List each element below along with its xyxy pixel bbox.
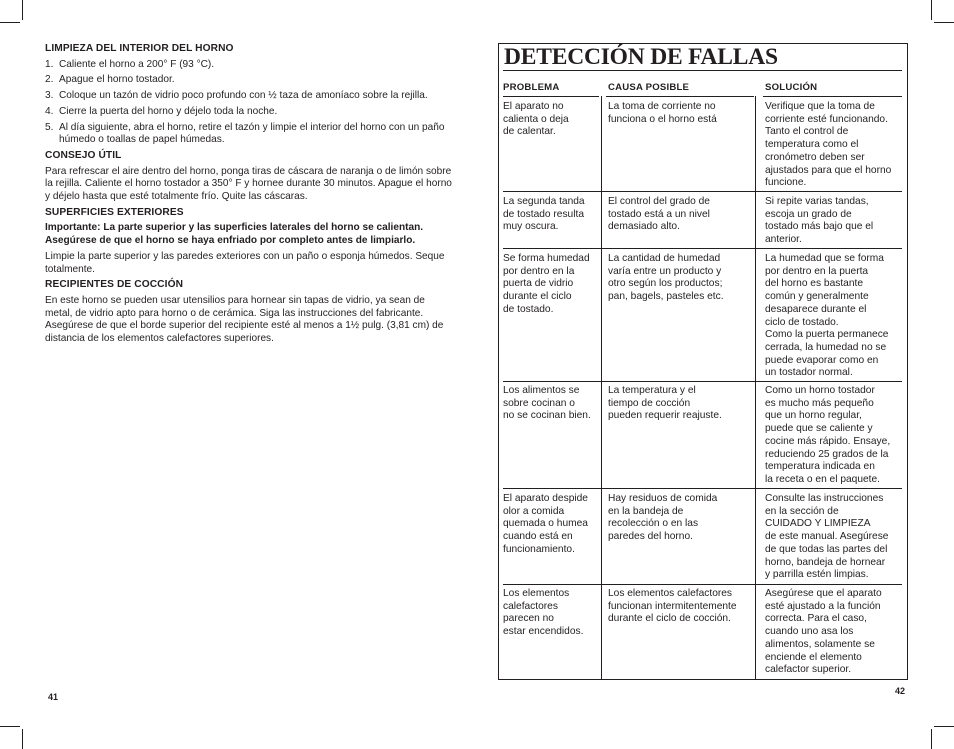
crop-mark-top-right-v bbox=[931, 0, 932, 20]
title-divider bbox=[503, 70, 902, 71]
header-rule-3 bbox=[763, 96, 902, 97]
section-title-exterior: SUPERFICIES EXTERIORES bbox=[45, 206, 184, 218]
crop-mark-top-left-h bbox=[0, 22, 20, 23]
table-cell-problem: Se forma humedad por dentro en la puerta de vidrio durante el ciclo de tostado. bbox=[503, 253, 590, 315]
crop-mark-bottom-right-v bbox=[931, 729, 932, 749]
header-rule-2 bbox=[606, 96, 754, 97]
left-page-content bbox=[45, 43, 453, 346]
table-cell-solution: Consulte las instrucciones en la sección de CUIDADO Y LIMPIEZA de este manual. Asegúrese de que todas las partes del horno, bandeja de hornear y parrilla estén limpias. bbox=[765, 493, 889, 581]
header-problem: PROBLEMA bbox=[503, 82, 560, 93]
row-divider bbox=[503, 488, 902, 489]
table-cell-cause: El control del grado de tostado está a un nivel demasiado alto. bbox=[608, 196, 710, 233]
exterior-text: Limpie la parte superior y las paredes exteriores con un paño o esponja húmedos. Seque totalmente. bbox=[45, 250, 445, 275]
column-divider bbox=[755, 96, 756, 680]
table-cell-cause: Los elementos calefactores funcionan intermitentemente durante el ciclo de cocción. bbox=[608, 588, 737, 625]
header-solution: SOLUCIÓN bbox=[765, 82, 818, 93]
row-divider bbox=[503, 584, 902, 585]
table-cell-problem: El aparato despide olor a comida quemada o humea cuando está en funcionamiento. bbox=[503, 493, 588, 555]
table-cell-cause: La cantidad de humedad varía entre un producto y otro según los productos; pan, bagels, pasteles etc. bbox=[608, 253, 724, 303]
table-cell-solution: Asegúrese que el aparato esté ajustado a la función correcta. Para el caso, cuando uno asa los alimentos, solamente se enciende el elemento calefactor superior. bbox=[765, 588, 882, 676]
crop-mark-bottom-left-h bbox=[0, 726, 20, 727]
header-rule-1 bbox=[503, 96, 599, 97]
list-item: 3. Coloque un tazón de vidrio poco profundo con ½ taza de amoníaco sobre la rejilla. bbox=[45, 90, 428, 102]
tip-text: Para refrescar el aire dentro del horno, ponga tiras de cáscara de naranja o de limón sobre la rejilla. Caliente el horno tostador a 350° F y hornee durante 30 minutos. Apague el horno y déjelo hasta que esté totalmente frío. Quite las cáscaras. bbox=[45, 165, 452, 203]
containers-text: En este horno se pueden usar utensilios para hornear sin tapas de vidrio, ya sean de metal, de vidrio apto para horno o de cerámica. Siga las instrucciones del fabricante. Asegúrese de que el borde superior del recipiente esté al menos a 1½ pulg. (3,81 cm) de distancia de los elementos calefactores superiores. bbox=[45, 294, 444, 345]
row-divider bbox=[503, 381, 902, 382]
page-number-left: 41 bbox=[48, 692, 59, 702]
table-cell-solution: Como un horno tostador es mucho más pequeño que un horno regular, puede que se caliente y cocine más rápido. Ensaye, reduciendo 25 grados de la temperatura indicada en la receta o en el paquete. bbox=[765, 385, 891, 485]
exterior-warning: Importante: La parte superior y las superficies laterales del horno se calientan. Asegúrese de que el horno se haya enfriado por completo antes de limpiarlo. bbox=[45, 222, 424, 247]
crop-mark-bottom-right-h bbox=[934, 726, 954, 727]
table-cell-solution: Si repite varias tandas, escoja un grado de tostado más bajo que el anterior. bbox=[765, 196, 874, 246]
row-divider bbox=[503, 248, 902, 249]
page-number-right: 42 bbox=[895, 686, 906, 696]
table-cell-problem: Los alimentos se sobre cocinan o no se cocinan bien. bbox=[503, 385, 591, 422]
table-cell-solution: La humedad que se forma por dentro en la puerta del horno es bastante común y generalmente desaparece durante el ciclo de tostado. Como la puerta permanece cerrada, la humedad no se puede evaporar como en un tostador normal. bbox=[765, 253, 889, 379]
table-cell-problem: El aparato no calienta o deja de calentar. bbox=[503, 101, 569, 138]
list-item: 1. Caliente el horno a 200° F (93 °C). bbox=[45, 58, 215, 70]
section-title-interior-cleaning: LIMPIEZA DEL INTERIOR DEL HORNO bbox=[45, 43, 234, 54]
crop-mark-top-right-h bbox=[934, 22, 954, 23]
header-cause: CAUSA POSIBLE bbox=[608, 82, 690, 93]
row-divider bbox=[503, 191, 902, 192]
list-item: 4. Cierre la puerta del horno y déjelo toda la noche. bbox=[45, 105, 278, 117]
column-divider bbox=[601, 96, 602, 680]
crop-mark-bottom-left-v bbox=[22, 729, 23, 749]
table-cell-cause: La toma de corriente no funciona o el horno está bbox=[608, 101, 717, 125]
list-item: 5. Al día siguiente, abra el horno, retire el tazón y limpie el interior del horno con un paño húmedo o toallas de papel húmedas. bbox=[45, 121, 445, 146]
crop-mark-top-left-v bbox=[22, 0, 23, 20]
section-title-tip: CONSEJO ÚTIL bbox=[45, 149, 122, 161]
page-title: DETECCIÓN DE FALLAS bbox=[504, 44, 778, 70]
section-title-containers: RECIPIENTES DE COCCIÓN bbox=[45, 279, 184, 291]
cleaning-steps-list bbox=[45, 59, 453, 147]
table-cell-problem: Los elementos calefactores parecen no estar encendidos. bbox=[503, 588, 584, 638]
table-cell-problem: La segunda tanda de tostado resulta muy oscura. bbox=[503, 196, 585, 233]
table-cell-cause: La temperatura y el tiempo de cocción pueden requerir reajuste. bbox=[608, 385, 722, 422]
list-item: 2. Apague el horno tostador. bbox=[45, 74, 175, 86]
table-cell-cause: Hay residuos de comida en la bandeja de recolección o en las paredes del horno. bbox=[608, 493, 718, 543]
table-cell-solution: Verifique que la toma de corriente esté funcionando. Tanto el control de temperatura como el cronómetro deben ser ajustados para que el horno funcione. bbox=[765, 101, 892, 189]
